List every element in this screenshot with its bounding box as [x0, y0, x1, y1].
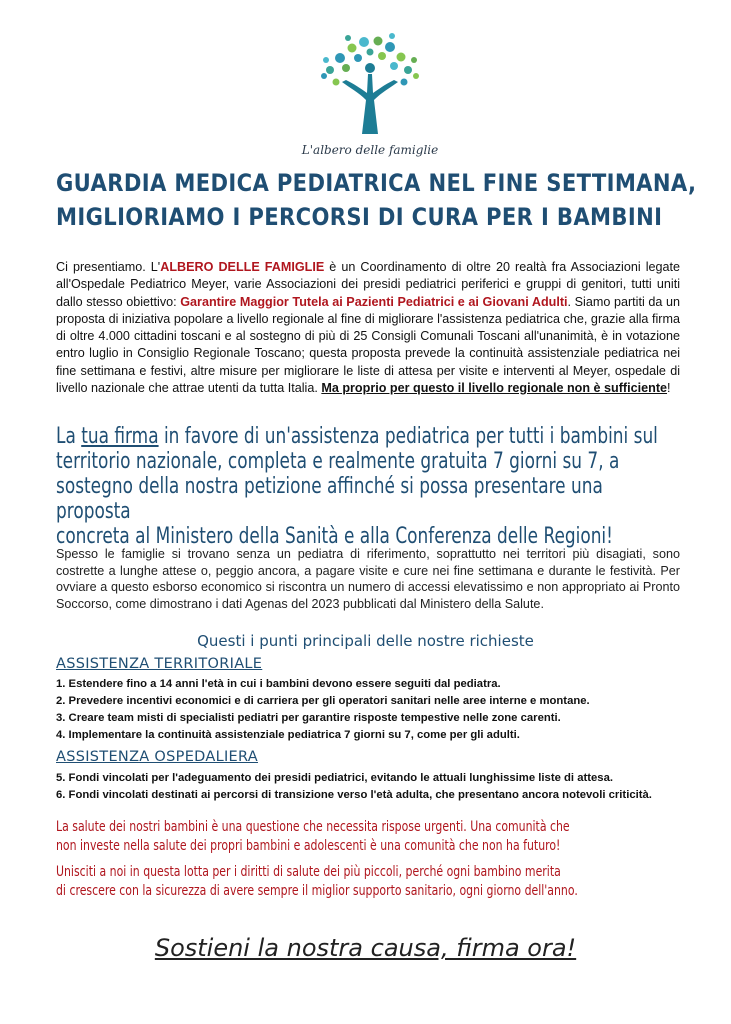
tree-icon: [300, 30, 440, 140]
list-item: 6. Fondi vincolati destinati ai percorsi di transizione verso l'età adulta, che presentano ancora notevoli criticità.: [56, 789, 652, 801]
context-paragraph: Spesso le famiglie si trovano senza un pediatra di riferimento, soprattutto nei territori più disagiati, sono costrette a lunghe attese o, peggio ancora, a pagare visite e cure nei fine settimana e durante le festività. Per ovviare a questo esborso economico si riscontra un numero di accessi elevatissimo e non appropriato ai Pronto Soccorso, come dimostrano i dati Agenas del 2023 pubblicati dal Ministero della Salute.: [56, 547, 680, 611]
list-item: 3. Creare team misti di specialisti pediatri per garantire risposte tempestive nelle zone carenti.: [56, 712, 561, 724]
closing-paragraph-1: [56, 818, 680, 856]
logo-caption: L'albero delle famiglie: [301, 143, 439, 157]
closing-line: La salute dei nostri bambini è una questione che necessita rispose urgenti. Una comunità che: [56, 819, 570, 835]
cta-text: in favore di un'assistenza pediatrica per tutti i bambini sul: [158, 424, 658, 449]
cta-line-3: sostegno della nostra petizione affinché si possa presentare una proposta: [56, 474, 603, 524]
points-title: Questi i punti principali delle nostre richieste: [197, 632, 534, 650]
intro-text-2: è un Coordinamento di oltre 20 realtà fra Associazioni legate all'Ospedale Pediatrico Meyer, varie Associazioni dei presidi pediatrici periferici e gruppi di genitori, tutti uniti dallo stesso obiettivo:: [56, 260, 681, 309]
page-title: [56, 166, 697, 234]
list-item: 5. Fondi vincolati per l'adeguamento dei presidi pediatrici, evitando le attuali lunghissime liste di attesa.: [56, 772, 613, 784]
cta-line-1: [56, 424, 681, 449]
org-name: ALBERO DELLE FAMIGLIE: [160, 260, 325, 274]
cta-text: La: [56, 424, 82, 449]
title-line-2: MIGLIORIAMO I PERCORSI DI CURA PER I BAMBINI: [56, 203, 663, 231]
closing-line: Unisciti a noi in questa lotta per i diritti di salute dei più piccoli, perché ogni bambino merita: [56, 864, 561, 880]
call-to-action: [56, 424, 681, 549]
emphasis-text: Ma proprio per questo il livello regionale non è sufficiente: [321, 381, 668, 396]
intro-text-3: . Siamo partiti da un proposta di iniziativa popolare a livello regionale al fine di migliorare l'assistenza pediatrica che, grazie alla firma di oltre 4.000 cittadini toscani e al sostegno di più di 25 Consigli Comunali Toscani all'unanimità, è in votazione entro luglio in Consiglio Regionale Toscano; questa proposta prevede la continuità assistenziale pediatrica nei fine settimana e festivi, altre misure per migliorare le liste di attesa per visite e interventi al Meyer, ospedale di livello nazionale che attrae utenti da tutta Italia.: [56, 294, 680, 396]
sign-call: [0, 934, 731, 962]
sign-now-text: Sostieni la nostra causa, firma ora!: [154, 934, 577, 962]
intro-end: !: [667, 381, 671, 396]
closing-line: di crescere con la sicurezza di avere sempre il miglior supporto sanitario, ogni giorno dell'anno.: [56, 883, 578, 899]
goal-text: Garantire Maggior Tutela ai Pazienti Pediatrici e ai Giovani Adulti: [180, 294, 568, 309]
intro-text-1: Ci presentiamo. L': [56, 260, 161, 274]
list-item: 2. Prevedere incentivi economici e di carriera per gli operatori sanitari nelle aree interne e montane.: [56, 695, 590, 707]
territoriale-list: [56, 676, 696, 744]
closing-line: non investe nella salute dei propri bambini e adolescenti è una comunità che non ha futuro!: [56, 838, 561, 854]
title-line-1: GUARDIA MEDICA PEDIATRICA NEL FINE SETTIMANA,: [56, 169, 697, 197]
cta-line-4: concreta al Ministero della Sanità e alla Conferenza delle Regioni!: [56, 524, 613, 549]
cta-line-2: territorio nazionale, completa e realmente gratuita 7 giorni su 7, a: [56, 449, 620, 474]
intro-paragraph: [56, 259, 680, 397]
cta-signature-text: tua firma: [81, 424, 159, 449]
ospedaliera-list: [56, 770, 696, 804]
closing-paragraph-2: [56, 863, 680, 901]
list-item: 4. Implementare la continuità assistenziale pediatrica 7 giorni su 7, come per gli adulti.: [56, 729, 520, 741]
tree-logo: [300, 30, 440, 170]
list-item: 1. Estendere fino a 14 anni l'età in cui i bambini devono essere seguiti dal pediatra.: [56, 678, 501, 690]
section-heading-ospedaliera: ASSISTENZA OSPEDALIERA: [56, 749, 259, 765]
section-heading-territoriale: ASSISTENZA TERRITORIALE: [56, 656, 263, 672]
